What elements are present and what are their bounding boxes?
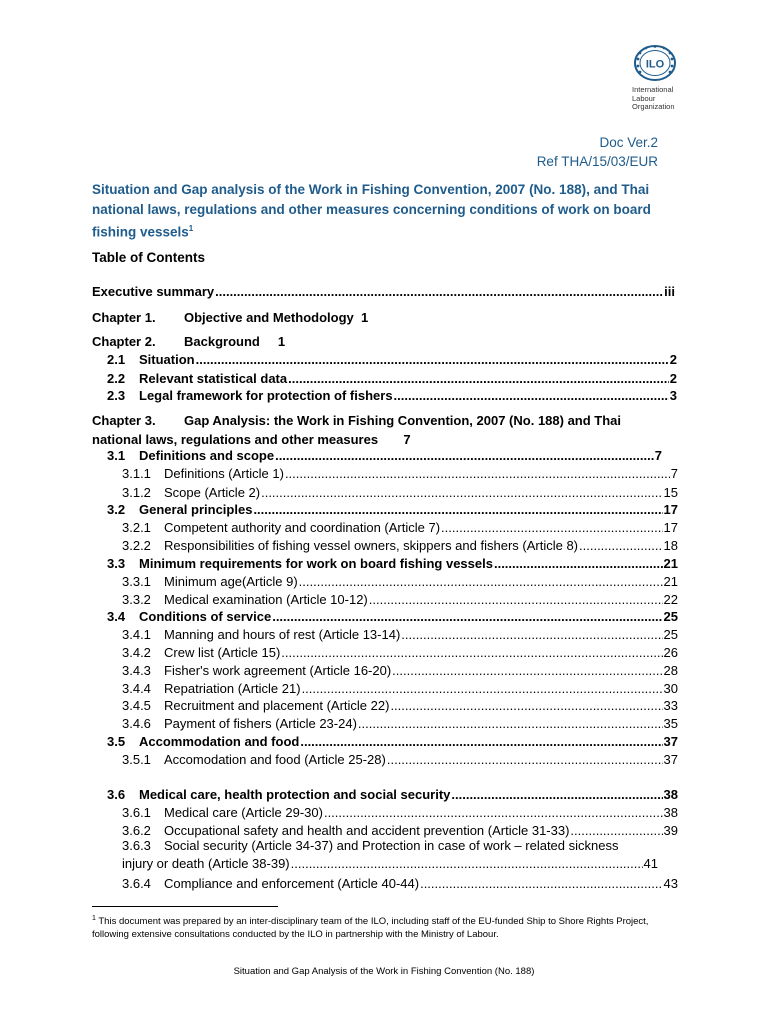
toc-entry[interactable]: 3.1 Definitions and scope ..... 7	[107, 447, 662, 464]
toc-entry[interactable]: 3.5 Accommodation and food ..... 37	[107, 733, 678, 750]
toc-entry[interactable]: 3.3.1 Minimum age(Article 9) ..... 21	[122, 573, 678, 590]
toc-entry[interactable]: 3.6.1 Medical care (Article 29-30) ..... 38	[122, 804, 678, 821]
toc-entry[interactable]: 3.1.1 Definitions (Article 1) ..... 7	[122, 465, 678, 482]
toc-entry[interactable]: 3.1.2 Scope (Article 2) ..... 15	[122, 484, 678, 501]
toc-entry[interactable]: 3.5.1 Accomodation and food (Article 25-28) ..... 37	[122, 751, 678, 768]
toc-entry[interactable]: 3.6 Medical care, health protection and social security ..... 38	[107, 786, 678, 803]
doc-version: Doc Ver.2	[599, 135, 658, 150]
toc-entry[interactable]: 3.2.1 Competent authority and coordination (Article 7) ..... 17	[122, 519, 678, 536]
toc-entry[interactable]: 3.2 General principles ..... 17	[107, 501, 678, 518]
page-footer: Situation and Gap Analysis of the Work in Fishing Convention (No. 188)	[233, 966, 535, 977]
title-footnote-mark: 1	[188, 224, 194, 233]
toc-entry[interactable]: 3.4.6 Payment of fishers (Article 23-24) ..... 35	[122, 715, 678, 732]
toc-entry[interactable]: 3.3.2 Medical examination (Article 10-12) ..... 22	[122, 591, 678, 608]
doc-ref: Ref THA/15/03/EUR	[536, 154, 658, 169]
toc-entry[interactable]: 2.3 Legal framework for protection of fishers ..... 3	[107, 387, 677, 404]
document-title: Situation and Gap analysis of the Work in Fishing Convention, 2007 (No. 188), and Thai national laws, regulations and other measures concerning conditions of work on board fishing vessels$^1$	[92, 182, 651, 240]
toc-entry[interactable]: 3.6.2 Occupational safety and health and accident prevention (Article 31-33) ..... 39	[122, 822, 678, 839]
logo-text: International Labour Organization	[632, 85, 675, 111]
toc-entry[interactable]: 2.2 Relevant statistical data ..... 2	[107, 370, 677, 387]
footnote: $^1$ This document was prepared by an inter-disciplinary team of the ILO, including staff of the EU-funded Ship to Shore Rights Project, following extensive consultations conducted by the ILO in partnership with the Ministry of Labour.	[92, 915, 649, 941]
toc-entry[interactable]: 3.4.4 Repatriation (Article 21) ..... 30	[122, 680, 678, 697]
toc-entry[interactable]: 3.4.5 Recruitment and placement (Article 22) ..... 33	[122, 697, 678, 714]
footnote-rule	[92, 906, 278, 907]
toc-entry-executive-summary[interactable]: Executive summary ..... iii	[92, 283, 675, 300]
toc-entry-3-6-3[interactable]: 3.6.3 Social security (Article 34-37) and Protection in case of work – related sickness injury or death (Article 38-39) ..... 41	[122, 837, 658, 873]
toc-entry[interactable]: 3.3 Minimum requirements for work on board fishing vessels ..... 21	[107, 555, 678, 572]
toc-entry[interactable]: 3.2.2 Responsibilities of fishing vessel owners, skippers and fishers (Article 8) ..... 18	[122, 537, 678, 554]
toc-entry[interactable]: 3.4.2 Crew list (Article 15) ..... 26	[122, 644, 678, 661]
toc-entry[interactable]: 2.1 Situation ..... 2	[107, 351, 677, 368]
ilo-emblem-icon	[632, 44, 678, 82]
toc-chapter-3[interactable]: Chapter 3. Gap Analysis: the Work in Fishing Convention, 2007 (No. 188) and Thai national laws, regulations and other measures 7	[92, 413, 622, 447]
toc-entry[interactable]: 3.4.3 Fisher's work agreement (Article 16-20) ..... 28	[122, 662, 678, 679]
svg-text:ILO: ILO	[645, 58, 665, 71]
toc-entry[interactable]: 3.6.4 Compliance and enforcement (Article 40-44) ..... 43	[122, 875, 678, 892]
toc-chapter-2[interactable]: Chapter 2. Background 1	[92, 334, 286, 349]
document-reference	[537, 133, 658, 171]
ilo-logo	[628, 44, 688, 112]
toc-heading: Table of Contents	[92, 250, 205, 265]
toc-entry[interactable]: 3.4.1 Manning and hours of rest (Article 13-14) ..... 25	[122, 626, 678, 643]
toc-chapter-1[interactable]: Chapter 1. Objective and Methodology 1	[92, 310, 369, 325]
toc-entry[interactable]: 3.4 Conditions of service ..... 25	[107, 608, 678, 625]
